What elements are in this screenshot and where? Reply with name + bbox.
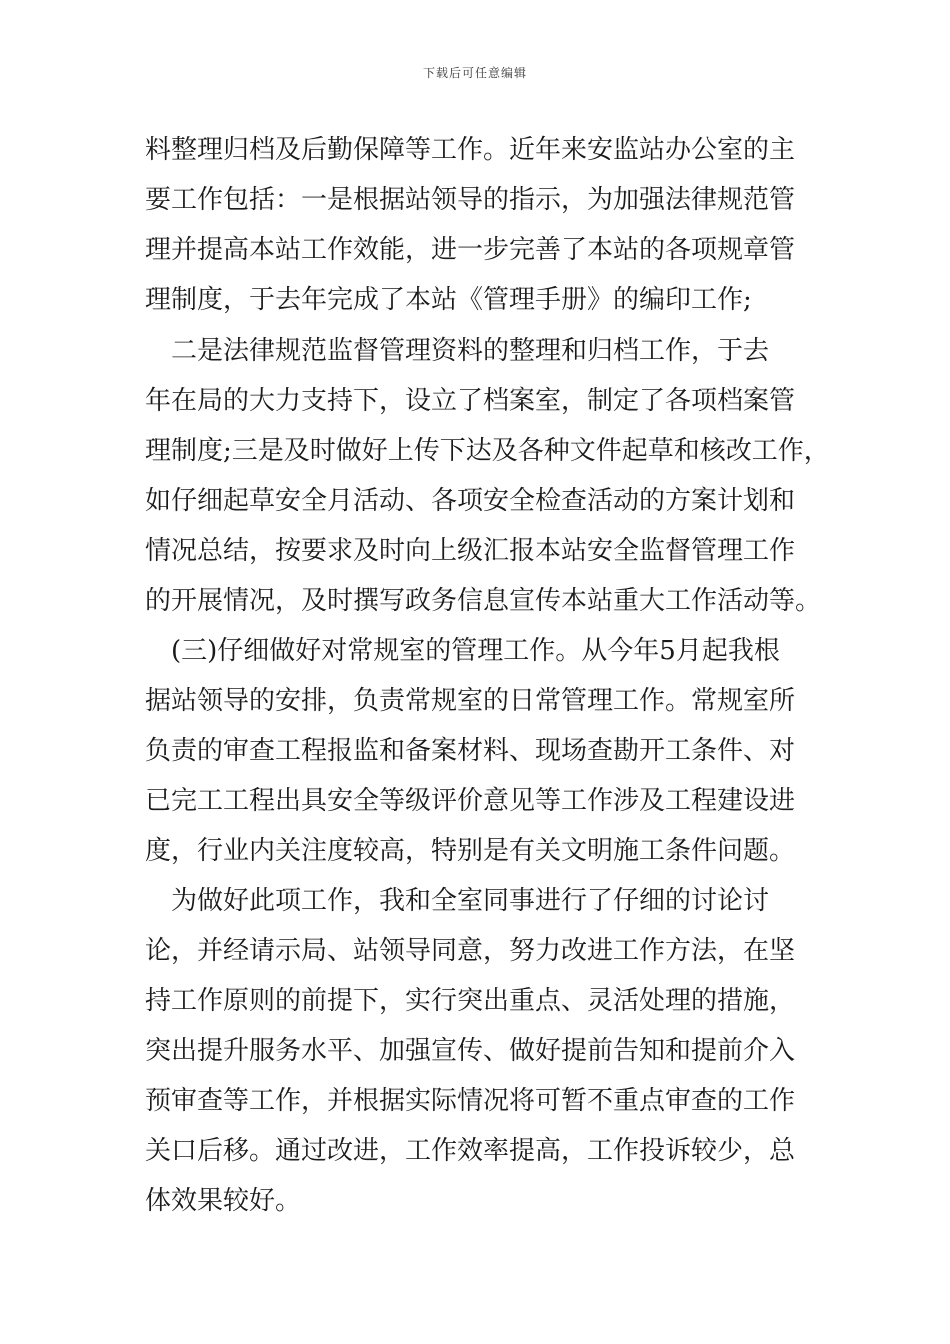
text-line: 据站领导的安排，负责常规室的日常管理工作。常规室所 bbox=[145, 686, 796, 716]
text-line: 二是法律规范监督管理资料的整理和归档工作，于去 bbox=[145, 336, 770, 366]
text-line: 体效果较好。 bbox=[145, 1186, 302, 1216]
text-line: 理并提高本站工作效能，进一步完善了本站的各项规章管 bbox=[145, 235, 796, 265]
text-line: 的开展情况，及时撰写政务信息宣传本站重大工作活动等。 bbox=[145, 586, 822, 616]
text-line: 如仔细起草安全月活动、各项安全检查活动的方案计划和 bbox=[145, 486, 796, 516]
text-line: 料整理归档及后勤保障等工作。近年来安监站办公室的主 bbox=[145, 135, 796, 165]
text-line: 情况总结，按要求及时向上级汇报本站安全监督管理工作 bbox=[145, 536, 796, 566]
text-line: 已完工工程出具安全等级评价意见等工作涉及工程建设进 bbox=[145, 786, 796, 816]
text-line: 为做好此项工作，我和全室同事进行了仔细的讨论讨 bbox=[145, 886, 770, 916]
text-line: 负责的审查工程报监和备案材料、现场查勘开工条件、对 bbox=[145, 736, 796, 766]
text-line: 论，并经请示局、站领导同意，努力改进工作方法，在坚 bbox=[145, 936, 796, 966]
text-line: 持工作原则的前提下，实行突出重点、灵活处理的措施， bbox=[145, 986, 796, 1016]
text-line: (三)仔细做好对常规室的管理工作。从今年5月起我根 bbox=[145, 636, 780, 666]
page-header: 下载后可任意编辑 bbox=[422, 66, 527, 80]
text-line: 理制度，于去年完成了本站《管理手册》的编印工作; bbox=[145, 285, 752, 315]
text-line: 理制度;三是及时做好上传下达及各种文件起草和核改工作， bbox=[145, 436, 830, 466]
text-line: 要工作包括：一是根据站领导的指示，为加强法律规范管 bbox=[145, 185, 796, 215]
text-line: 年在局的大力支持下，设立了档案室，制定了各项档案管 bbox=[145, 386, 796, 416]
text-line: 预审查等工作，并根据实际情况将可暂不重点审查的工作 bbox=[145, 1086, 796, 1116]
text-line: 关口后移。通过改进，工作效率提高，工作投诉较少，总 bbox=[145, 1136, 796, 1166]
text-line: 突出提升服务水平、加强宣传、做好提前告知和提前介入 bbox=[145, 1036, 796, 1066]
text-line: 度，行业内关注度较高，特别是有关文明施工条件问题。 bbox=[145, 836, 796, 866]
